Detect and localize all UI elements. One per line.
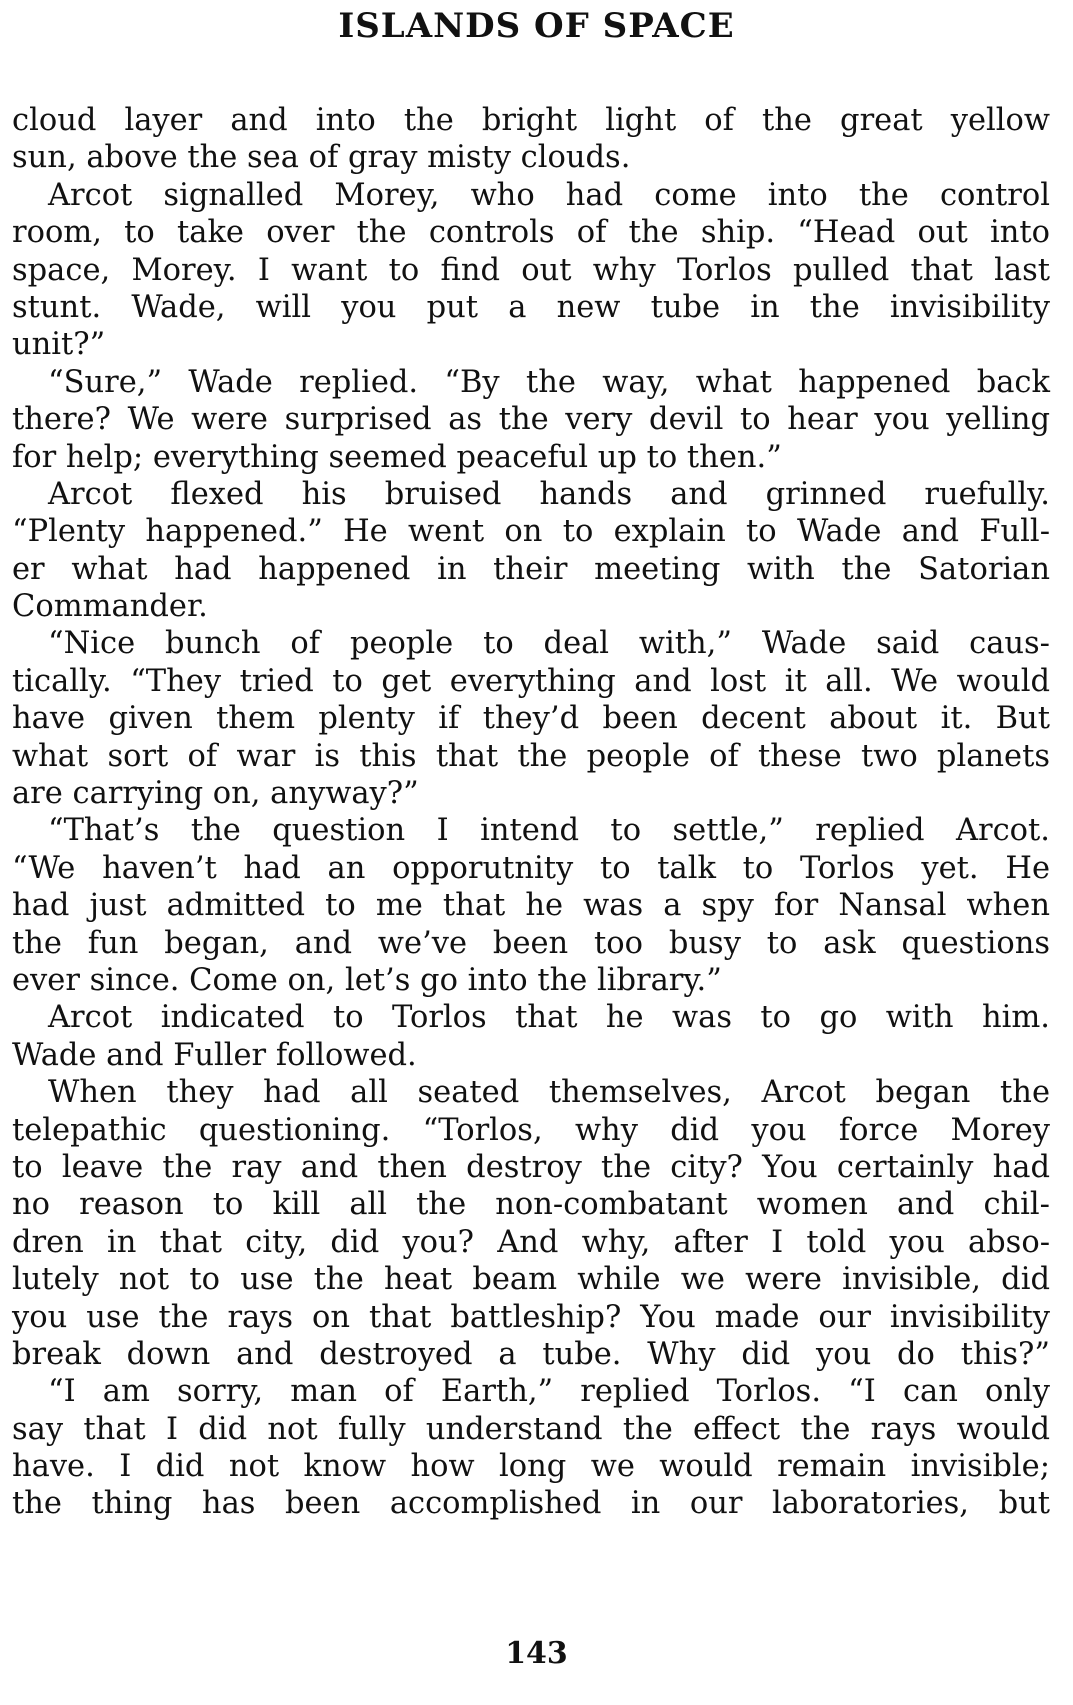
text-line: stunt. Wade, will you put a new tube in the invisibility — [12, 289, 1050, 325]
text-line: Commander. — [12, 589, 208, 625]
text-line: Arcot flexed his bruised hands and grinned ruefully. — [48, 476, 1050, 512]
page-number: 143 — [505, 1636, 568, 1671]
text-line: to leave the ray and then destroy the city? You certainly had — [12, 1149, 1050, 1185]
text-line: the fun began, and we’ve been too busy to ask questions — [12, 925, 1050, 961]
text-line: ever since. Come on, let’s go into the library.” — [12, 962, 722, 998]
body-text — [12, 102, 1050, 1523]
text-line: are carrying on, anyway?” — [12, 776, 419, 812]
text-line: had just admitted to me that he was a spy for Nansal when — [12, 888, 1050, 924]
text-line: Arcot signalled Morey, who had come into the control — [48, 177, 1050, 213]
text-line: “Sure,” Wade replied. “By the way, what happened back — [48, 364, 1050, 400]
text-line: telepathic questioning. “Torlos, why did you force Morey — [12, 1112, 1050, 1148]
text-line: cloud layer and into the bright light of the great yellow — [12, 103, 1050, 138]
text-line: what sort of war is this that the people of these two planets — [12, 738, 1050, 774]
text-line: Wade and Fuller followed. — [12, 1037, 417, 1073]
text-line: for help; everything seemed peaceful up to then.” — [12, 439, 782, 475]
text-line: dren in that city, did you? And why, after I told you abso- — [12, 1224, 1050, 1260]
text-line: the thing has been accomplished in our laboratories, but — [12, 1486, 1050, 1522]
text-line: “We haven’t had an opporutnity to talk to Torlos yet. He — [12, 850, 1050, 886]
text-line: “I am sorry, man of Earth,” replied Torlos. “I can only — [48, 1374, 1050, 1410]
text-line: sun, above the sea of gray misty clouds. — [12, 140, 631, 176]
text-line: Arcot indicated to Torlos that he was to go with him. — [48, 1000, 1050, 1036]
text-line: er what had happened in their meeting with the Satorian — [12, 551, 1050, 587]
text-line: room, to take over the controls of the ship. “Head out into — [12, 215, 1050, 251]
text-line: have. I did not know how long we would remain invisible; — [12, 1449, 1050, 1485]
running-head: ISLANDS OF SPACE — [338, 6, 735, 46]
text-line: “Nice bunch of people to deal with,” Wade said caus- — [48, 626, 1050, 662]
text-line: When they had all seated themselves, Arcot began the — [48, 1075, 1050, 1111]
text-line: say that I did not fully understand the effect the rays would — [12, 1411, 1050, 1447]
text-line: “That’s the question I intend to settle,” replied Arcot. — [48, 813, 1050, 849]
text-line: unit?” — [12, 327, 106, 363]
text-line: “Plenty happened.” He went on to explain to Wade and Full- — [12, 514, 1050, 550]
text-line: you use the rays on that battleship? You made our invisibility — [12, 1299, 1050, 1335]
text-line: there? We were surprised as the very devil to hear you yelling — [12, 402, 1050, 438]
text-line: have given them plenty if they’d been decent about it. But — [12, 701, 1050, 737]
text-line: space, Morey. I want to find out why Torlos pulled that last — [12, 252, 1050, 288]
text-line: no reason to kill all the non-combatant women and chil- — [12, 1187, 1050, 1223]
text-line: break down and destroyed a tube. Why did you do this?” — [12, 1336, 1050, 1372]
text-line: lutely not to use the heat beam while we were invisible, did — [12, 1262, 1050, 1298]
text-line: tically. “They tried to get everything and lost it all. We would — [12, 663, 1050, 699]
